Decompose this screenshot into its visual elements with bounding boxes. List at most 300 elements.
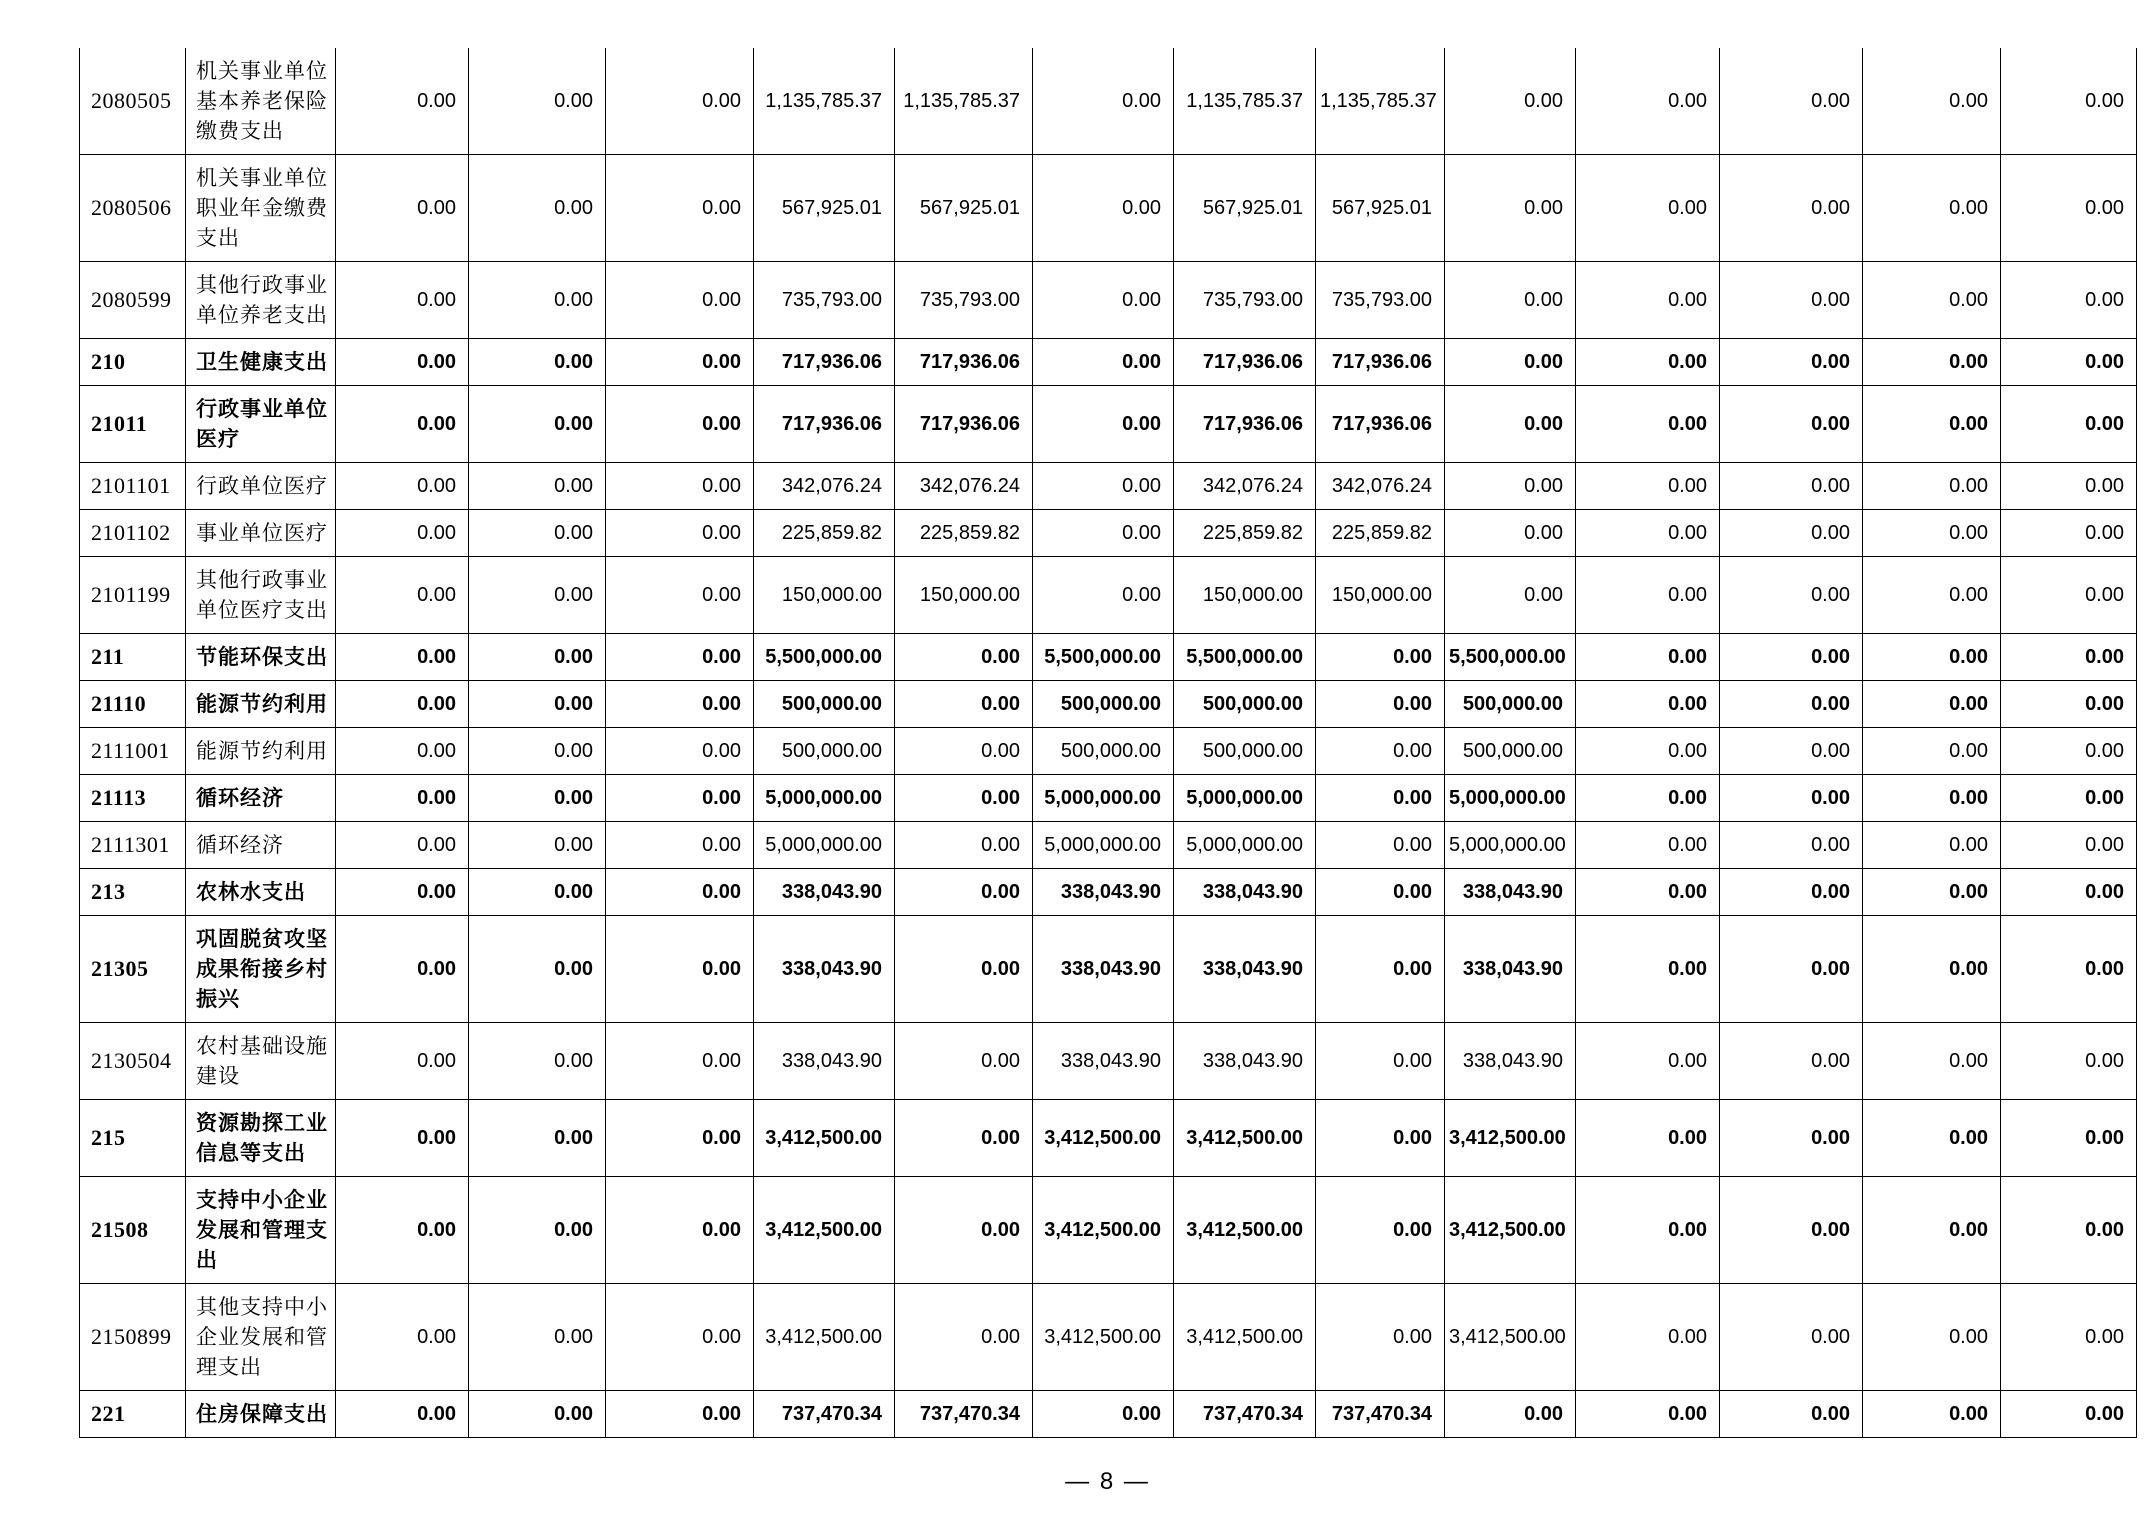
value-cell: 338,043.90 [754,916,895,1023]
value-cell: 0.00 [469,728,606,775]
value-cell: 0.00 [469,681,606,728]
table-row [80,916,2137,1023]
table-row [80,262,2137,339]
value-cell: 0.00 [895,869,1033,916]
value-cell: 0.00 [2001,463,2137,510]
value-cell: 0.00 [1033,386,1174,463]
table-row [80,1100,2137,1177]
value-cell: 0.00 [1576,775,1720,822]
code-cell: 21011 [80,386,186,463]
value-cell: 717,936.06 [1174,386,1316,463]
value-cell: 0.00 [1576,1391,1720,1438]
value-cell: 0.00 [2001,386,2137,463]
value-cell: 717,936.06 [1316,386,1445,463]
name-cell: 机关事业单位基本养老保险缴费支出 [186,48,336,155]
value-cell: 0.00 [1033,262,1174,339]
value-cell: 735,793.00 [1316,262,1445,339]
name-cell: 其他支持中小企业发展和管理支出 [186,1284,336,1391]
value-cell: 0.00 [895,1284,1033,1391]
value-cell: 0.00 [606,1284,754,1391]
value-cell: 0.00 [336,634,469,681]
value-cell: 0.00 [895,1177,1033,1284]
value-cell: 717,936.06 [754,339,895,386]
value-cell: 0.00 [1445,557,1576,634]
value-cell: 0.00 [1863,1023,2001,1100]
value-cell: 0.00 [1576,681,1720,728]
table-row [80,681,2137,728]
value-cell: 500,000.00 [1033,728,1174,775]
value-cell: 3,412,500.00 [1445,1100,1576,1177]
name-cell: 行政事业单位医疗 [186,386,336,463]
value-cell: 0.00 [336,155,469,262]
value-cell: 0.00 [1720,775,1863,822]
table-row [80,775,2137,822]
value-cell: 0.00 [469,386,606,463]
value-cell: 0.00 [1576,339,1720,386]
value-cell: 0.00 [606,1100,754,1177]
value-cell: 5,000,000.00 [1033,822,1174,869]
value-cell: 737,470.34 [895,1391,1033,1438]
value-cell: 0.00 [1720,869,1863,916]
value-cell: 5,000,000.00 [1033,775,1174,822]
value-cell: 0.00 [2001,510,2137,557]
code-cell: 211 [80,634,186,681]
name-cell: 住房保障支出 [186,1391,336,1438]
value-cell: 0.00 [1316,728,1445,775]
code-cell: 21305 [80,916,186,1023]
value-cell: 0.00 [1576,1023,1720,1100]
value-cell: 0.00 [606,339,754,386]
value-cell: 737,470.34 [1316,1391,1445,1438]
value-cell: 3,412,500.00 [1174,1100,1316,1177]
value-cell: 0.00 [1576,822,1720,869]
value-cell: 0.00 [2001,916,2137,1023]
name-cell: 农村基础设施建设 [186,1023,336,1100]
value-cell: 0.00 [606,869,754,916]
value-cell: 0.00 [1576,48,1720,155]
value-cell: 338,043.90 [1033,869,1174,916]
value-cell: 0.00 [2001,557,2137,634]
value-cell: 500,000.00 [1445,681,1576,728]
value-cell: 500,000.00 [1033,681,1174,728]
value-cell: 0.00 [469,916,606,1023]
value-cell: 0.00 [606,775,754,822]
value-cell: 342,076.24 [1316,463,1445,510]
value-cell: 0.00 [606,155,754,262]
table-row [80,1023,2137,1100]
name-cell: 其他行政事业单位医疗支出 [186,557,336,634]
value-cell: 338,043.90 [1033,1023,1174,1100]
value-cell: 0.00 [606,1391,754,1438]
value-cell: 0.00 [1720,339,1863,386]
code-cell: 2101101 [80,463,186,510]
value-cell: 342,076.24 [754,463,895,510]
value-cell: 338,043.90 [754,1023,895,1100]
value-cell: 0.00 [1863,510,2001,557]
value-cell: 150,000.00 [1316,557,1445,634]
value-cell: 342,076.24 [895,463,1033,510]
value-cell: 5,500,000.00 [1033,634,1174,681]
value-cell: 5,000,000.00 [1174,775,1316,822]
code-cell: 215 [80,1100,186,1177]
value-cell: 5,500,000.00 [1174,634,1316,681]
value-cell: 3,412,500.00 [754,1100,895,1177]
value-cell: 0.00 [1033,557,1174,634]
value-cell: 150,000.00 [754,557,895,634]
value-cell: 338,043.90 [1445,1023,1576,1100]
value-cell: 0.00 [336,463,469,510]
value-cell: 0.00 [469,557,606,634]
value-cell: 0.00 [336,510,469,557]
value-cell: 0.00 [895,775,1033,822]
value-cell: 0.00 [606,463,754,510]
code-cell: 2101199 [80,557,186,634]
value-cell: 0.00 [1316,681,1445,728]
value-cell: 0.00 [1576,262,1720,339]
value-cell: 0.00 [1863,557,2001,634]
value-cell: 338,043.90 [754,869,895,916]
name-cell: 能源节约利用 [186,681,336,728]
value-cell: 0.00 [336,775,469,822]
value-cell: 0.00 [2001,1023,2137,1100]
value-cell: 0.00 [1720,634,1863,681]
value-cell: 0.00 [469,1100,606,1177]
value-cell: 0.00 [1445,510,1576,557]
value-cell: 500,000.00 [754,681,895,728]
value-cell: 0.00 [1720,916,1863,1023]
value-cell: 0.00 [1576,1284,1720,1391]
table-row [80,463,2137,510]
code-cell: 210 [80,339,186,386]
value-cell: 0.00 [1863,155,2001,262]
value-cell: 0.00 [2001,1284,2137,1391]
value-cell: 567,925.01 [1316,155,1445,262]
table-row [80,48,2137,155]
value-cell: 3,412,500.00 [1033,1100,1174,1177]
value-cell: 3,412,500.00 [754,1284,895,1391]
name-cell: 其他行政事业单位养老支出 [186,262,336,339]
value-cell: 0.00 [1445,386,1576,463]
value-cell: 0.00 [1445,1391,1576,1438]
value-cell: 0.00 [1720,728,1863,775]
value-cell: 0.00 [2001,869,2137,916]
value-cell: 0.00 [2001,339,2137,386]
value-cell: 0.00 [606,916,754,1023]
table-row [80,1391,2137,1438]
value-cell: 3,412,500.00 [754,1177,895,1284]
value-cell: 0.00 [606,557,754,634]
code-cell: 2150899 [80,1284,186,1391]
value-cell: 0.00 [2001,728,2137,775]
value-cell: 3,412,500.00 [1445,1284,1576,1391]
value-cell: 735,793.00 [895,262,1033,339]
value-cell: 0.00 [1720,1100,1863,1177]
value-cell: 0.00 [606,262,754,339]
value-cell: 0.00 [336,1023,469,1100]
value-cell: 0.00 [1576,634,1720,681]
value-cell: 0.00 [1033,155,1174,262]
value-cell: 0.00 [1445,262,1576,339]
value-cell: 5,000,000.00 [1445,822,1576,869]
value-cell: 0.00 [1445,339,1576,386]
value-cell: 0.00 [336,1177,469,1284]
value-cell: 0.00 [1720,1177,1863,1284]
value-cell: 0.00 [1445,463,1576,510]
value-cell: 0.00 [1316,1284,1445,1391]
value-cell: 225,859.82 [754,510,895,557]
value-cell: 0.00 [469,339,606,386]
value-cell: 500,000.00 [1174,681,1316,728]
value-cell: 0.00 [336,386,469,463]
value-cell: 0.00 [469,262,606,339]
value-cell: 737,470.34 [754,1391,895,1438]
table-row [80,386,2137,463]
value-cell: 3,412,500.00 [1174,1284,1316,1391]
value-cell: 1,135,785.37 [895,48,1033,155]
value-cell: 0.00 [895,1100,1033,1177]
value-cell: 3,412,500.00 [1174,1177,1316,1284]
name-cell: 巩固脱贫攻坚成果衔接乡村振兴 [186,916,336,1023]
value-cell: 0.00 [1316,634,1445,681]
value-cell: 0.00 [1316,775,1445,822]
value-cell: 0.00 [1576,869,1720,916]
value-cell: 0.00 [1863,869,2001,916]
name-cell: 农林水支出 [186,869,336,916]
value-cell: 5,000,000.00 [1445,775,1576,822]
value-cell: 0.00 [2001,1391,2137,1438]
value-cell: 0.00 [606,822,754,869]
value-cell: 0.00 [1720,155,1863,262]
value-cell: 0.00 [1576,557,1720,634]
value-cell: 0.00 [2001,775,2137,822]
value-cell: 0.00 [895,916,1033,1023]
name-cell: 支持中小企业发展和管理支出 [186,1177,336,1284]
value-cell: 0.00 [1576,728,1720,775]
value-cell: 0.00 [1863,262,2001,339]
value-cell: 0.00 [1033,510,1174,557]
name-cell: 资源勘探工业信息等支出 [186,1100,336,1177]
value-cell: 342,076.24 [1174,463,1316,510]
value-cell: 0.00 [1316,1100,1445,1177]
value-cell: 0.00 [606,1177,754,1284]
value-cell: 567,925.01 [754,155,895,262]
code-cell: 21110 [80,681,186,728]
name-cell: 循环经济 [186,822,336,869]
name-cell: 事业单位医疗 [186,510,336,557]
value-cell: 0.00 [2001,48,2137,155]
value-cell: 0.00 [1033,1391,1174,1438]
value-cell: 0.00 [895,634,1033,681]
value-cell: 0.00 [469,48,606,155]
name-cell: 能源节约利用 [186,728,336,775]
name-cell: 节能环保支出 [186,634,336,681]
value-cell: 0.00 [1720,822,1863,869]
value-cell: 717,936.06 [754,386,895,463]
code-cell: 2111301 [80,822,186,869]
value-cell: 0.00 [1863,775,2001,822]
value-cell: 3,412,500.00 [1033,1177,1174,1284]
value-cell: 225,859.82 [1174,510,1316,557]
value-cell: 0.00 [1576,916,1720,1023]
value-cell: 0.00 [336,262,469,339]
value-cell: 0.00 [1445,155,1576,262]
value-cell: 338,043.90 [1445,869,1576,916]
budget-table [79,48,2137,1438]
value-cell: 3,412,500.00 [1033,1284,1174,1391]
value-cell: 0.00 [1576,1100,1720,1177]
value-cell: 0.00 [1720,1391,1863,1438]
table-row [80,339,2137,386]
value-cell: 735,793.00 [1174,262,1316,339]
value-cell: 1,135,785.37 [1174,48,1316,155]
value-cell: 0.00 [336,1100,469,1177]
value-cell: 0.00 [1720,463,1863,510]
value-cell: 5,000,000.00 [754,775,895,822]
value-cell: 0.00 [606,681,754,728]
value-cell: 150,000.00 [895,557,1033,634]
code-cell: 2111001 [80,728,186,775]
code-cell: 2080505 [80,48,186,155]
value-cell: 0.00 [2001,262,2137,339]
table-row [80,155,2137,262]
value-cell: 0.00 [1863,386,2001,463]
value-cell: 0.00 [1863,1177,2001,1284]
value-cell: 0.00 [1576,386,1720,463]
page-number: — 8 — [1065,1468,1150,1495]
value-cell: 0.00 [1720,386,1863,463]
value-cell: 0.00 [2001,155,2137,262]
value-cell: 0.00 [1863,339,2001,386]
value-cell: 0.00 [2001,1177,2137,1284]
value-cell: 338,043.90 [1445,916,1576,1023]
value-cell: 0.00 [469,510,606,557]
name-cell: 循环经济 [186,775,336,822]
value-cell: 225,859.82 [895,510,1033,557]
value-cell: 0.00 [1720,262,1863,339]
value-cell: 0.00 [606,634,754,681]
value-cell: 0.00 [1316,822,1445,869]
table-row [80,1284,2137,1391]
code-cell: 221 [80,1391,186,1438]
value-cell: 5,000,000.00 [1174,822,1316,869]
value-cell: 0.00 [336,916,469,1023]
value-cell: 1,135,785.37 [754,48,895,155]
value-cell: 717,936.06 [895,386,1033,463]
value-cell: 0.00 [469,1023,606,1100]
value-cell: 338,043.90 [1174,916,1316,1023]
value-cell: 0.00 [2001,822,2137,869]
value-cell: 567,925.01 [895,155,1033,262]
value-cell: 0.00 [895,681,1033,728]
value-cell: 0.00 [469,463,606,510]
code-cell: 21113 [80,775,186,822]
value-cell: 0.00 [469,822,606,869]
value-cell: 338,043.90 [1033,916,1174,1023]
value-cell: 0.00 [469,155,606,262]
table-row [80,869,2137,916]
value-cell: 0.00 [336,681,469,728]
value-cell: 500,000.00 [754,728,895,775]
value-cell: 0.00 [1576,463,1720,510]
value-cell: 5,500,000.00 [754,634,895,681]
value-cell: 0.00 [1316,916,1445,1023]
value-cell: 0.00 [606,1023,754,1100]
value-cell: 0.00 [1863,1100,2001,1177]
value-cell: 0.00 [1863,916,2001,1023]
value-cell: 0.00 [1445,48,1576,155]
value-cell: 0.00 [1863,634,2001,681]
value-cell: 0.00 [336,1391,469,1438]
value-cell: 225,859.82 [1316,510,1445,557]
value-cell: 0.00 [1863,681,2001,728]
value-cell: 500,000.00 [1445,728,1576,775]
value-cell: 0.00 [1863,1284,2001,1391]
value-cell: 0.00 [1720,48,1863,155]
value-cell: 717,936.06 [895,339,1033,386]
value-cell: 0.00 [606,386,754,463]
value-cell: 0.00 [469,775,606,822]
value-cell: 338,043.90 [1174,869,1316,916]
value-cell: 567,925.01 [1174,155,1316,262]
value-cell: 0.00 [336,557,469,634]
value-cell: 150,000.00 [1174,557,1316,634]
name-cell: 卫生健康支出 [186,339,336,386]
value-cell: 0.00 [1863,463,2001,510]
value-cell: 0.00 [1720,510,1863,557]
value-cell: 0.00 [606,728,754,775]
value-cell: 0.00 [469,1177,606,1284]
code-cell: 2080506 [80,155,186,262]
value-cell: 0.00 [1720,557,1863,634]
value-cell: 0.00 [2001,681,2137,728]
value-cell: 338,043.90 [1174,1023,1316,1100]
code-cell: 2101102 [80,510,186,557]
code-cell: 213 [80,869,186,916]
value-cell: 0.00 [1316,1023,1445,1100]
value-cell: 0.00 [895,822,1033,869]
value-cell: 0.00 [1576,510,1720,557]
value-cell: 0.00 [1720,1023,1863,1100]
value-cell: 737,470.34 [1174,1391,1316,1438]
code-cell: 21508 [80,1177,186,1284]
table-row [80,634,2137,681]
value-cell: 0.00 [336,339,469,386]
value-cell: 0.00 [336,48,469,155]
value-cell: 0.00 [2001,634,2137,681]
table-row [80,557,2137,634]
code-cell: 2080599 [80,262,186,339]
value-cell: 0.00 [469,1284,606,1391]
value-cell: 735,793.00 [754,262,895,339]
value-cell: 5,500,000.00 [1445,634,1576,681]
code-cell: 2130504 [80,1023,186,1100]
value-cell: 0.00 [1033,48,1174,155]
table-row [80,822,2137,869]
value-cell: 0.00 [1576,155,1720,262]
value-cell: 1,135,785.37 [1316,48,1445,155]
value-cell: 0.00 [1316,869,1445,916]
table-row [80,510,2137,557]
value-cell: 0.00 [895,728,1033,775]
table-row [80,1177,2137,1284]
value-cell: 3,412,500.00 [1445,1177,1576,1284]
value-cell: 500,000.00 [1174,728,1316,775]
value-cell: 0.00 [1863,48,2001,155]
value-cell: 0.00 [469,634,606,681]
value-cell: 0.00 [606,48,754,155]
value-cell: 0.00 [336,1284,469,1391]
table-row [80,728,2137,775]
